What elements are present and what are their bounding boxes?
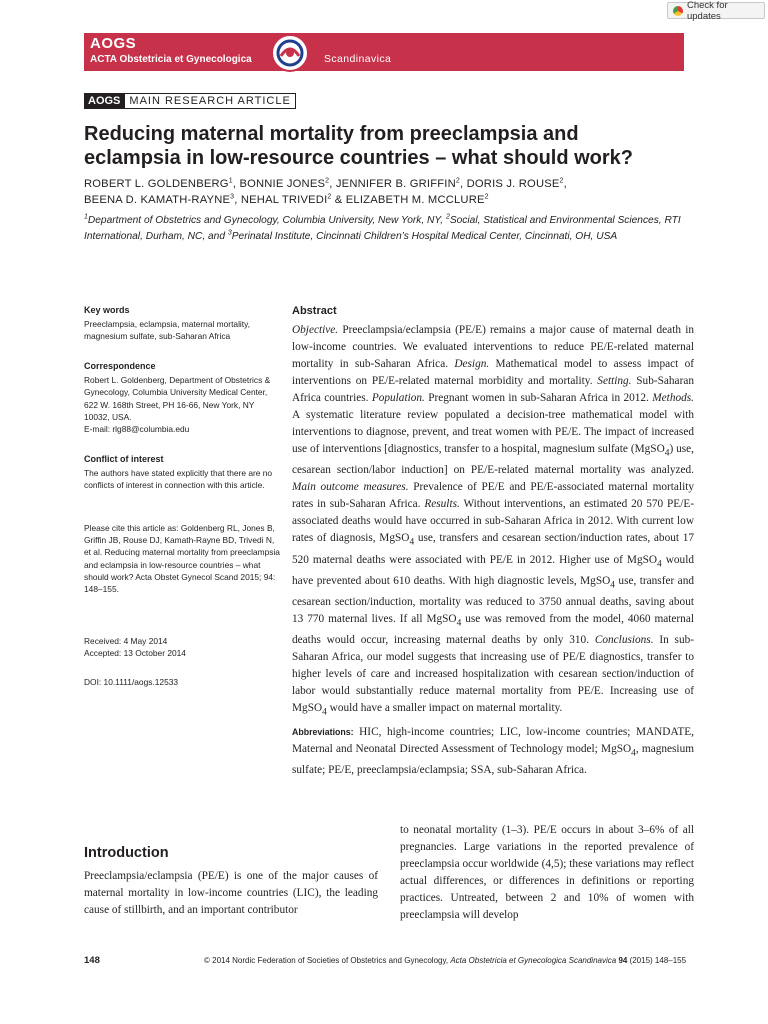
abstract-text: Mathematical model to assess impact of interventions on PE/E-related maternal morbidity and mortality. [292, 358, 694, 387]
author-affiliation-marker: 2 [484, 193, 489, 201]
article-type [84, 93, 296, 109]
copyright-pages: (2015) 148–155 [627, 956, 687, 965]
citation-text: Please cite this article as: Goldenberg RL, Jones B, Griffin JB, Rouse DJ, Kamath-Rayne BD, Trivedi N, et al. Reducing maternal mortality from preeclampsia and eclampsia in low-resource countries – what should work? Acta Obstet Gynecol Scand 2015; 94: 148–155. [84, 523, 280, 595]
doi[interactable]: DOI: 10.1111/aogs.12533 [84, 677, 179, 687]
abstract-text: In sub-Saharan Africa, our model suggests that increasing use of PE/E diagnostics, transfer to higher levels of care and increased hospitalization with cesarean section/induction of labor would substantially reduce maternal mortality from PE/E. Increasing use of MgSO [292, 634, 695, 715]
abstract-label: Design. [454, 358, 490, 370]
abstract-heading: Abstract [292, 305, 337, 317]
abstract-label: Conclusions. [594, 634, 654, 647]
author-affiliation-marker: 2 [455, 177, 460, 185]
intro-right-column [400, 822, 694, 924]
affiliation-3: Perinatal Institute, Cincinnati Children’s Hospital Medical Center, Cincinnati, OH, USA [231, 231, 618, 242]
dates-block [84, 635, 280, 659]
abstract-label: Objective. [292, 324, 339, 336]
abbreviations [292, 724, 694, 779]
journal-full-name: ACTA Obstetricia et Gynecologica [90, 54, 252, 65]
abstract-text: Preeclampsia/eclampsia (PE/E) remains a major cause of maternal death in low-income countries. We evaluated interventions to reduce PE/E-related maternal mortality in sub-Saharan Africa. [292, 324, 694, 370]
author-name: ELIZABETH M. MCCLURE [345, 194, 485, 206]
accepted-date: Accepted: 13 October 2014 [84, 648, 186, 659]
abbreviations-label: Abbreviations: [292, 727, 354, 737]
copyright-journal: Acta Obstetricia et Gynecologica Scandinavica [450, 956, 617, 965]
abstract-label: Population. [371, 392, 425, 404]
abstract-text: Sub-Saharan Africa countries. [292, 375, 694, 404]
journal-banner [84, 33, 684, 71]
abstract-text: use was removed from the model, 4060 maternal deaths would occur, increasing maternal deaths by only 310. [292, 613, 694, 647]
abstract-text: ) use, cesarean section/labor induction] on PE/E-related maternal mortality was analyzed. [292, 443, 694, 477]
keywords-heading: Key words [84, 305, 130, 315]
title-line-2: eclampsia in low-resource countries – what should work? [84, 147, 634, 169]
author-affiliation-marker: 2 [559, 177, 564, 185]
author-name: ROBERT L. GOLDENBERG [84, 178, 229, 190]
subscript: 4 [657, 558, 662, 569]
abstract-text: use, transfers and cesarean section/induction rates, about 17 520 maternal deaths were associated with PE/E in 2012. Higher use of MgSO [292, 532, 694, 566]
subscript: 4 [322, 707, 327, 718]
keywords-text: Preeclampsia, eclampsia, maternal mortality, magnesium sulfate, sub-Saharan Africa [84, 319, 251, 342]
author-affiliation-marker: 2 [325, 177, 330, 185]
affiliation-1: Department of Obstetrics and Gynecology, Columbia University, New York, NY, [87, 215, 446, 226]
abstract-label: Results. [424, 498, 460, 511]
journal-logo-icon [271, 34, 309, 72]
copyright-text: © 2014 Nordic Federation of Societies of Obstetrics and Gynecology, [204, 956, 451, 965]
author-affiliation-marker: 1 [228, 177, 233, 185]
author-name: JENNIFER B. GRIFFIN [335, 178, 456, 190]
affiliation-2: Social, Statistical and Environmental Sciences, RTI International, Durham, NC, and [84, 215, 681, 242]
abstract-text: A systematic literature review populated a decision-tree mathematical model with interventions to diagnose, prevent, and treat women with PE/E. The impact of increased use of interventions [diagnostics, transfer to a hospital, magnesium sulfate (MgSO [292, 409, 694, 455]
page-number: 148 [84, 955, 100, 966]
author-name: BEENA D. KAMATH-RAYNE [84, 194, 231, 206]
subscript: 4 [664, 448, 670, 459]
check-for-updates-button[interactable] [667, 0, 765, 22]
subscript: 4 [409, 537, 415, 548]
author-separator: , [234, 194, 241, 206]
abstract-label: Setting. [597, 375, 632, 387]
citation-block [84, 522, 280, 595]
abbreviations-text: , magnesium sulfate; PE/E, preeclampsia/eclampsia; SSA, sub-Saharan Africa. [292, 743, 695, 777]
affiliation-marker: 1 [84, 213, 88, 221]
subscript: 4 [610, 580, 615, 590]
abstract-text: Without interventions, an estimated 20 570 PE/E-associated deaths would have occurred in sub-Saharan Africa in 2012. With current low rates of diagnosis, MgSO [292, 498, 694, 545]
abstract-text: would have prevented about 610 deaths. With high diagnostic levels, MgSO [292, 553, 694, 587]
article-type-tag: AOGS [84, 93, 124, 109]
check-for-updates-label: Check for updates [686, 0, 728, 22]
affiliation-marker: 3 [227, 229, 232, 237]
keywords-block [84, 304, 280, 343]
conflict-text: The authors have stated explicitly that there are no conflicts of interest in connection with this article. [84, 468, 273, 491]
affiliations [84, 213, 688, 245]
author-separator: , [459, 178, 467, 190]
journal-short-name: AOGS [90, 35, 137, 52]
author-separator: , [563, 178, 567, 190]
correspondence-text: Robert L. Goldenberg, Department of Obstetrics & Gynecology, Columbia University Medical Center, 622 W. 168th Street, PH 16-66, New York, NY 10032, USA. [84, 375, 271, 422]
intro-left-column [84, 868, 378, 919]
intro-paragraph-left: Preeclampsia/eclampsia (PE/E) is one of the major causes of maternal mortality in low-income countries (LIC), the leading cause of stillbirth, and an important contributor [84, 870, 378, 916]
intro-paragraph-right: to neonatal mortality (1–3). PE/E occurs in about 3–6% of all pregnancies. Large variations in the reported prevalence of preeclampsia occur worldwide (4,5); these variations may reflect actual differences, or differences in definitions or reporting practices. Untreated, between 2 and 10% of women with preeclampsia will develop [400, 824, 694, 921]
abstract-text: use, transfer and cesarean section/induction, mortality was reduced to 3750 annual deaths, saving about 13 770 maternal lives. If all MgSO [292, 574, 694, 625]
author-separator: , [232, 178, 240, 190]
author-affiliation-marker: 3 [230, 193, 235, 201]
abstract-body [292, 322, 694, 722]
correspondence-block [84, 360, 280, 435]
author-name: DORIS J. ROUSE [466, 178, 560, 190]
title-line-1: Reducing maternal mortality from preeclampsia and [84, 123, 579, 145]
copyright-volume: 94 [618, 956, 628, 965]
subscript: 4 [631, 748, 636, 759]
abstract-label: Methods. [652, 392, 694, 404]
doi-block [84, 676, 280, 688]
abstract-label: Main outcome measures. [292, 481, 409, 494]
introduction-heading: Introduction [84, 845, 169, 861]
author-affiliation-marker: 2 [327, 193, 332, 201]
affiliation-marker: 2 [445, 213, 450, 221]
author-name: NEHAL TRIVEDI [240, 194, 328, 206]
article-title [84, 122, 704, 170]
abstract-text: Pregnant women in sub-Saharan Africa in 2012. [424, 392, 653, 404]
author-name: BONNIE JONES [239, 178, 326, 190]
article-type-label: MAIN RESEARCH ARTICLE [124, 93, 295, 109]
subscript: 4 [456, 618, 462, 629]
journal-region: Scandinavica [324, 53, 392, 65]
conflict-block [84, 453, 280, 492]
author-separator: & [331, 194, 346, 206]
correspondence-email[interactable]: E-mail: rlg88@columbia.edu [84, 424, 190, 435]
author-list [84, 176, 684, 208]
abbreviations-text: HIC, high-income countries; LIC, low-income countries; MANDATE, Maternal and Neonatal Directed Assessment of Technology model; MgSO [292, 726, 694, 755]
conflict-heading: Conflict of interest [84, 454, 164, 464]
crossmark-icon [673, 6, 683, 16]
copyright [204, 956, 686, 965]
abstract-text: Prevalence of PE/E and PE/E-associated maternal mortality rates in sub-Saharan Africa. [292, 481, 695, 511]
abstract-text: would have a smaller impact on maternal mortality. [326, 702, 563, 715]
author-separator: , [329, 178, 336, 190]
correspondence-heading: Correspondence [84, 361, 156, 371]
received-date: Received: 4 May 2014 [84, 636, 168, 646]
